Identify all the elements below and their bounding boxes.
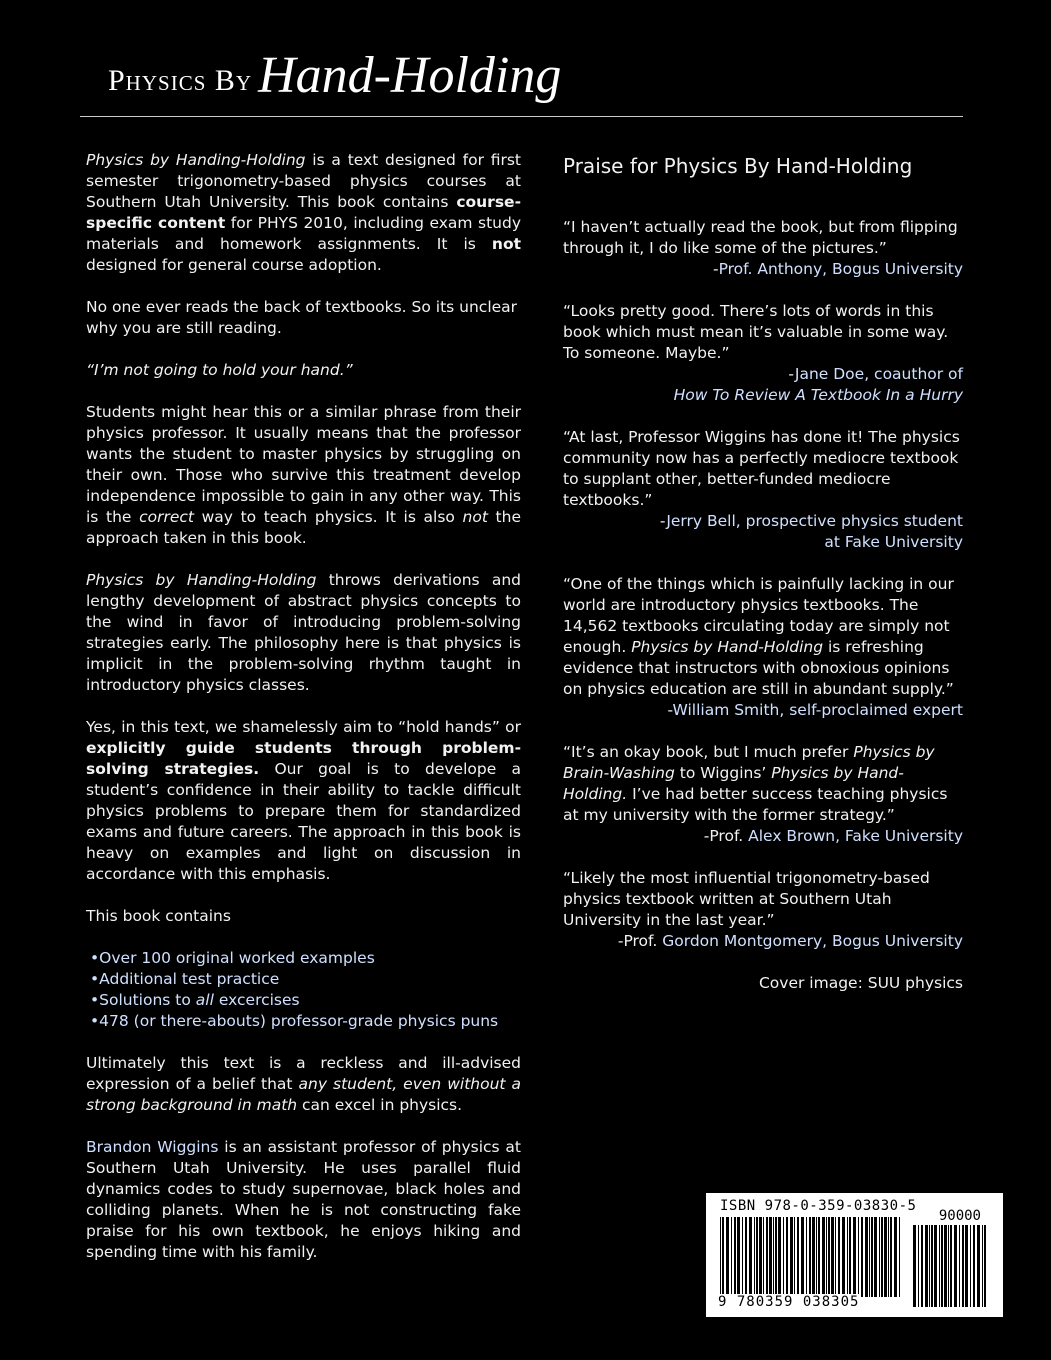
title-divider [80, 116, 963, 117]
hand-quote: “I’m not going to hold your hand.” [86, 361, 353, 379]
quote-attribution: -Prof. Anthony, Bogus University [712, 260, 963, 278]
goal-paragraph: Yes, in this text, we shamelessly aim to “hold hands” or explicitly guide students through problem-solving strategies. Our goal is to develope a student’s confidence in their ability to tackle difficult physics problems to prepare them for standardized exams and future careers. The approach in this book is heavy on examples and light on discussion in accordance with this emphasis. [86, 718, 521, 883]
belief-paragraph: Ultimately this text is a reckless and ill-advised expression of a belief that any student, even without a strong background in math can excel in physics. [86, 1054, 522, 1114]
list-item: • Additional test practice [90, 969, 521, 990]
quote-attribution: -William Smith, self-proclaimed expert [667, 701, 963, 719]
praise-heading: Praise for Physics By Hand-Holding [563, 154, 913, 178]
students-paragraph: Students might hear this or a similar phrase from their physics professor. It usually means that the professor wants the student to master physics by struggling on their own. Those who survive this treatment develop independence impossible to gain in any other way. This is the correct way to teach physics. It is also not the approach taken in this book. [86, 403, 521, 547]
list-item: • Solutions to all excercises [90, 990, 521, 1011]
quote-attribution: -Prof. Gordon Montgomery, Bogus University [617, 932, 963, 950]
price-code: 90000 [938, 1208, 981, 1224]
list-item: • 478 (or there-abouts) professor-grade physics puns [90, 1011, 521, 1032]
barcode-bars [720, 1217, 900, 1297]
quote-attribution: -Jane Doe, coauthor of [788, 365, 963, 383]
list-item: • Over 100 original worked examples [90, 948, 521, 969]
praise-column [563, 150, 963, 1010]
author-bio: Brandon Wiggins is an assistant professor of physics at Southern Utah University. He uses parallel fluid dynamics codes to study supernovae, black holes and colliding planets. When he is not constructing fake praise for his own textbook, he enjoys hiking and spending time with his family. [86, 1138, 522, 1261]
contains-label: This book contains [86, 907, 231, 925]
title-smallcaps: Physics By [108, 64, 253, 97]
isbn-text: ISBN 978-0-359-03830-5 [720, 1198, 917, 1214]
cover-image-credit: Cover image: SUU physics [758, 974, 963, 992]
praise-quote: “I haven’t actually read the book, but from flipping through it, I do like some of the pictures.” -Prof. Anthony, Bogus University [563, 218, 963, 278]
features-list [86, 948, 521, 1032]
praise-quote: “One of the things which is painfully lacking in our world are introductory physics textbooks. The 14,562 textbooks circulating today are simply not enough. Physics by Hand-Holding is refreshing evidence that instructors with obnoxious opinions on physics education are still in abundant supply.” -William Smith, self-proclaimed expert [563, 575, 963, 719]
praise-quote: “Looks pretty good. There’s lots of words in this book which must mean it’s valuable in some way. To someone. Maybe.” -Jane Doe, coauthor of How To Review A Textbook In a Hurry [563, 302, 963, 404]
ean-digits: 9 780359 038305 [718, 1294, 860, 1310]
quote-attribution: -Jerry Bell, prospective physics student [659, 512, 963, 530]
quote-attribution: -Prof. Alex Brown, Fake University [703, 827, 963, 845]
title-script: Hand-Holding [258, 47, 562, 104]
praise-quote: “At last, Professor Wiggins has done it! The physics community now has a perfectly mediocre textbook to supplant other, better-funded mediocre textbooks.” -Jerry Bell, prospective physics student at Fake University [563, 428, 963, 551]
barcode-supplement-bars [913, 1225, 987, 1307]
philosophy-paragraph: Physics by Handing-Holding throws derivations and lengthy development of abstract physics concepts to the wind in favor of introducing problem-solving strategies early. The philosophy here is that physics is implicit in the problem-solving rhythm taught in introductory physics classes. [86, 571, 521, 694]
book-title [108, 44, 561, 103]
left-column [86, 150, 521, 1284]
isbn-barcode [706, 1193, 1003, 1317]
author-name: Brandon Wiggins [86, 1138, 219, 1156]
book-reference: How To Review A Textbook In a Hurry [673, 386, 963, 404]
intro-paragraph: Physics by Handing-Holding is a text designed for first semester trigonometry-based physics courses at Southern Utah University. This book contains course-specific content for PHYS 2010, including exam study materials and homework assignments. It is not designed for general course adoption. [86, 151, 521, 274]
reading-paragraph: No one ever reads the back of textbooks. So its unclear why you are still reading. [86, 298, 518, 337]
praise-quote: “Likely the most influential trigonometry-based physics textbook written at Southern Utah University in the last year.” -Prof. Gordon Montgomery, Bogus University [563, 869, 963, 950]
praise-quote: “It’s an okay book, but I much prefer Physics by Brain-Washing to Wiggins’ Physics by Hand-Holding. I’ve had better success teaching physics at my university with the former strategy.” -Prof. Alex Brown, Fake University [563, 743, 963, 845]
